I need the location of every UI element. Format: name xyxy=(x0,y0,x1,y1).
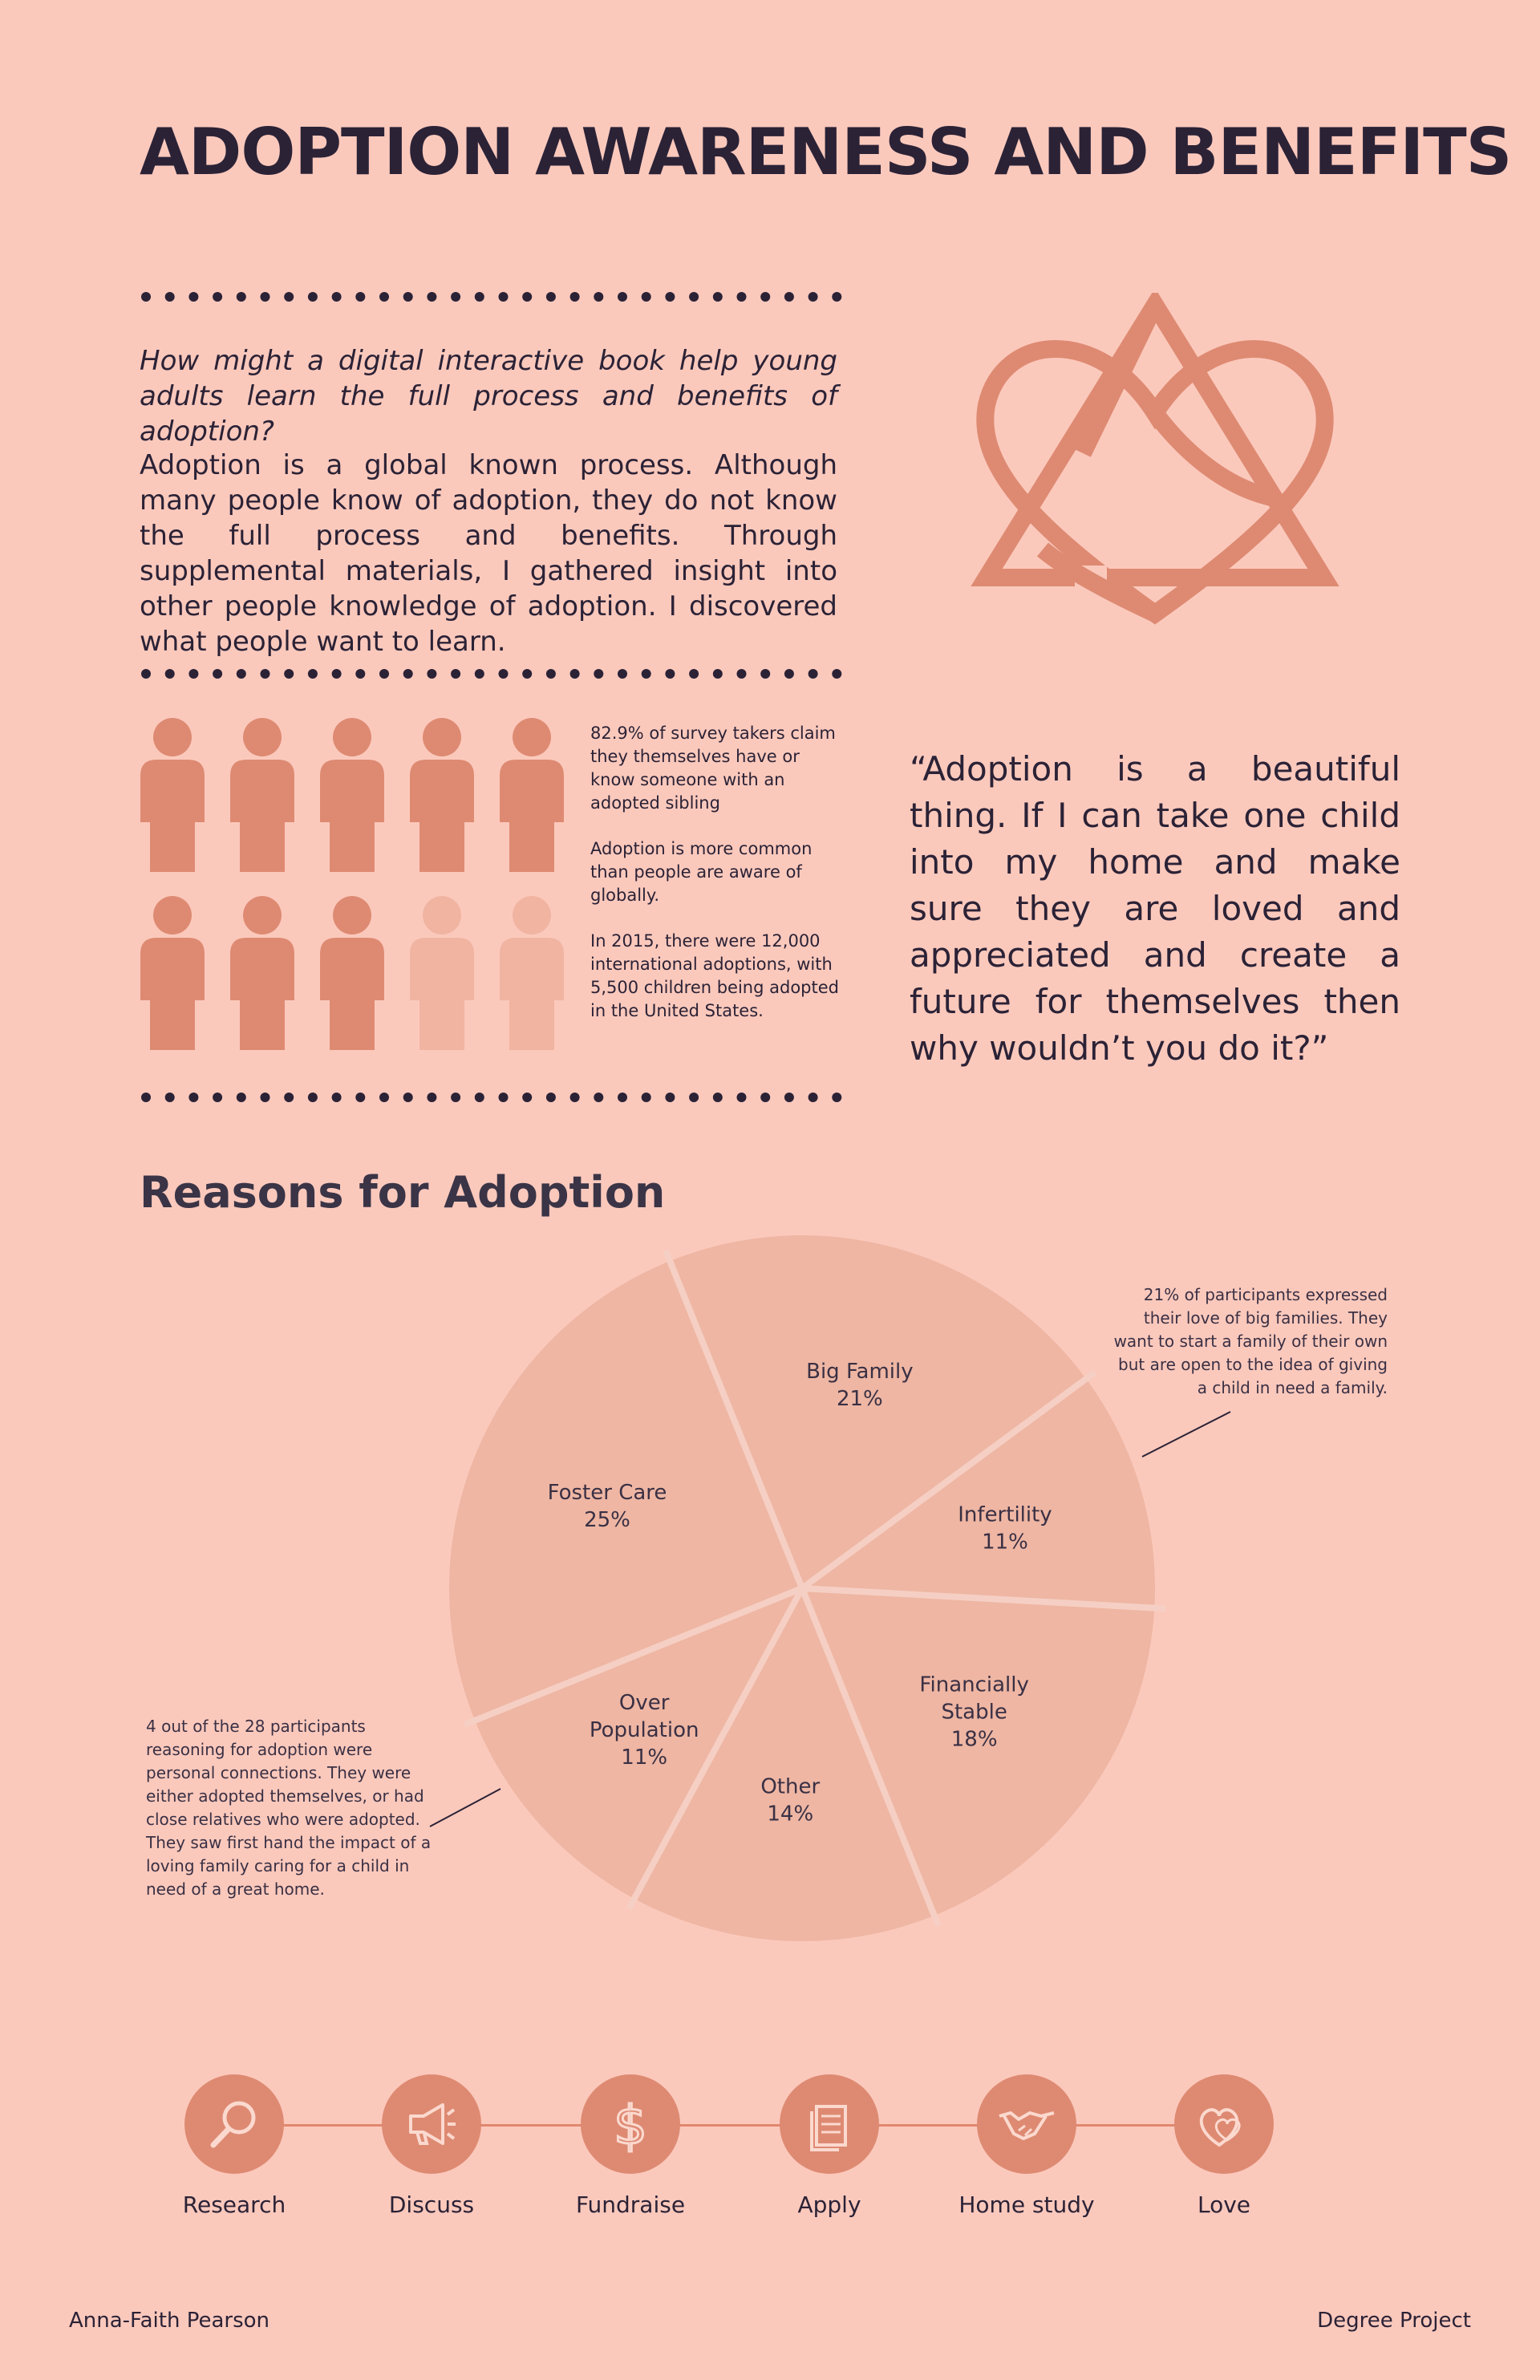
reasons-title: Reasons for Adoption xyxy=(140,1167,666,1218)
person-icon xyxy=(230,718,294,872)
stat-2: Adoption is more common than people are aware of globally. xyxy=(590,839,813,905)
stats-text xyxy=(590,722,839,1045)
person-icon xyxy=(230,896,294,1050)
documents-icon xyxy=(780,2074,879,2174)
step-label: Discuss xyxy=(388,2191,475,2218)
megaphone-icon xyxy=(382,2074,481,2174)
pie-chart xyxy=(433,1231,1203,1977)
person-icon xyxy=(140,896,205,1050)
project-label: Degree Project xyxy=(1317,2309,1471,2333)
stat-1: 82.9% of survey takers claim they themselves have or know someone with an adopted sibling xyxy=(590,724,836,813)
stat-3: In 2015, there were 12,000 international adoptions, with 5,500 children being adopted in the United States. xyxy=(590,931,839,1020)
hearts-icon xyxy=(1174,2074,1274,2174)
person-icon xyxy=(140,718,205,872)
pie-slice-label: Other 14% xyxy=(760,1774,821,1827)
page-title: ADOPTION AWARENESS AND BENEFITS xyxy=(140,115,1512,189)
step-love xyxy=(1128,2074,1320,2235)
step-label: Apply xyxy=(797,2191,861,2218)
author-name: Anna-Faith Pearson xyxy=(69,2309,270,2333)
step-fundraise xyxy=(534,2074,727,2235)
pie-slice-label: Over Population 11% xyxy=(589,1690,699,1770)
dollar-icon xyxy=(581,2074,680,2174)
dotted-divider-2 xyxy=(140,666,845,682)
person-icon xyxy=(410,718,474,872)
note-other: 4 out of the 28 participants reasoning for adoption were personal connections. They were either adopted themselves, or had close relatives who were adopted. They saw first hand the impact of a loving family caring for a child in need of a great home. xyxy=(146,1717,432,1899)
step-label: Research xyxy=(182,2191,286,2218)
note-big-family: 21% of participants expressed their love of big families. They want to start a family of their own but are open to the idea of giving a child in need a family. xyxy=(1113,1285,1388,1397)
pie-slice-label: Infertility 11% xyxy=(958,1502,1052,1555)
svg-text:$: $ xyxy=(614,2094,647,2156)
pie-slice-label: Foster Care 25% xyxy=(547,1480,667,1532)
pie-slice-label: Financially Stable 18% xyxy=(919,1672,1029,1752)
adoption-symbol-icon xyxy=(954,293,1356,630)
research-question: How might a digital interactive book help young adults learn the full process and benefits of adoption? xyxy=(140,345,837,448)
person-icon xyxy=(320,896,384,1050)
dotted-divider-1 xyxy=(140,289,845,305)
dotted-divider-3 xyxy=(140,1089,845,1105)
quote: “Adoption is a beautiful thing. If I can take one child into my home and make sure they are loved and appreciated and create a future for themselves then why wouldn’t you do it?” xyxy=(910,749,1400,1068)
step-research xyxy=(138,2074,330,2235)
step-label: Home study xyxy=(958,2191,1095,2218)
step-apply xyxy=(733,2074,926,2235)
intro-paragraph: Adoption is a global known process. Although many people know of adoption, they do not know the full process and benefits. Through supplemental materials, I gathered insight into other people knowledge of adoption. I discovered what people want to learn. xyxy=(140,449,837,658)
person-icon xyxy=(500,896,564,1050)
person-icon xyxy=(410,896,474,1050)
handshake-icon xyxy=(977,2074,1076,2174)
step-discuss xyxy=(335,2074,528,2235)
step-label: Love xyxy=(1197,2191,1251,2218)
step-label: Fundraise xyxy=(575,2191,686,2218)
step-home-study xyxy=(930,2074,1123,2235)
magnifier-icon xyxy=(184,2074,284,2174)
person-icon xyxy=(320,718,384,872)
person-icon xyxy=(500,718,564,872)
pie-slice-label: Big Family 21% xyxy=(806,1359,914,1411)
people-icon-grid xyxy=(136,718,569,1055)
